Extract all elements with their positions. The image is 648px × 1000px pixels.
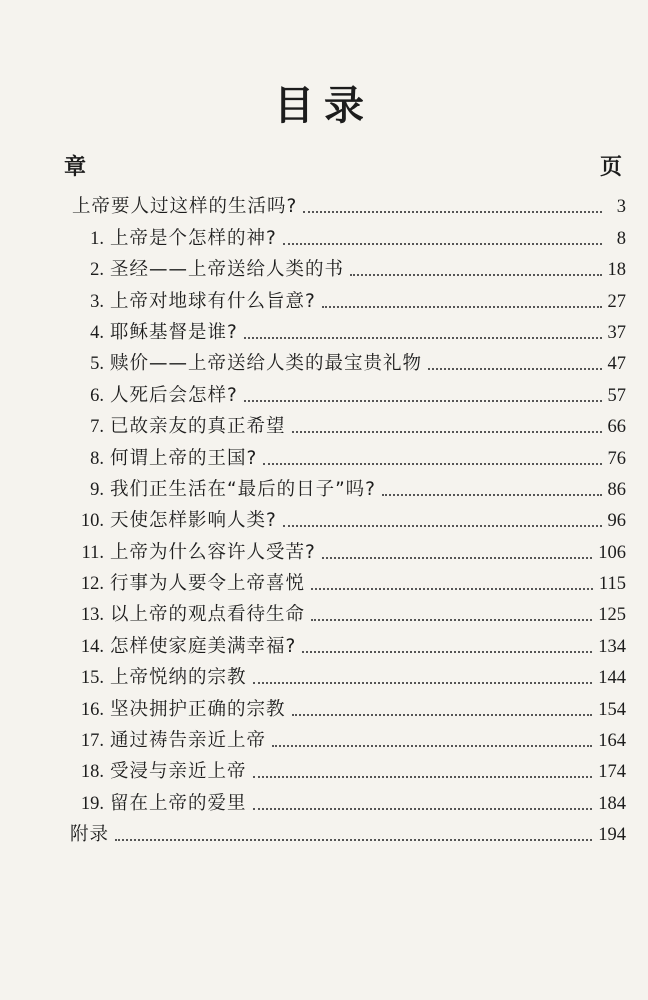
dot-leader: [115, 839, 592, 841]
toc-entry-page: 76: [607, 448, 626, 469]
toc-entry: [64, 816, 626, 847]
toc-entry: [64, 596, 626, 627]
toc-entry: [64, 753, 626, 784]
page-column-header: 页: [599, 155, 622, 180]
chapter-column-header: 章: [64, 155, 87, 180]
toc-entry-number: 9.: [90, 479, 104, 500]
toc-entry-page: 86: [607, 479, 626, 500]
toc-entry-number: 7.: [90, 417, 104, 438]
toc-entry-page: 174: [598, 762, 626, 783]
toc-entry: [64, 627, 626, 658]
page-title: 目录: [274, 83, 374, 129]
dot-leader: [283, 243, 602, 245]
toc-entry-number: 17.: [80, 731, 104, 752]
toc-entry-number: 19.: [80, 793, 104, 814]
dot-leader: [302, 651, 592, 653]
toc-entry-title: 坚决拥护正确的宗教: [110, 698, 286, 720]
dot-leader: [244, 400, 602, 402]
toc-entry-number: 18.: [80, 762, 104, 783]
toc-entry-page: 106: [598, 542, 626, 563]
toc-entry-title: 附录: [70, 824, 110, 846]
dot-leader: [292, 714, 593, 716]
toc-entry-page: 47: [607, 354, 626, 375]
toc-entry-title: 圣经——上帝送给人类的书: [110, 259, 345, 281]
toc-entry: [64, 219, 626, 250]
toc-entry: [64, 408, 626, 439]
toc-entry-number: 1.: [90, 228, 104, 249]
toc-entry: [64, 471, 626, 502]
toc-entry-number: 11.: [81, 542, 104, 563]
toc-entry-page: 134: [598, 636, 626, 657]
dot-leader: [311, 619, 592, 621]
toc-entry: [64, 282, 626, 313]
toc-entry: [64, 376, 626, 407]
dot-leader: [311, 588, 593, 590]
toc-entry-title: 怎样使家庭美满幸福?: [110, 635, 297, 657]
toc-entry-number: 12.: [80, 574, 104, 595]
toc-entry: [64, 565, 626, 596]
toc-entry-number: 14.: [80, 636, 104, 657]
dot-leader: [253, 808, 593, 810]
dot-leader: [283, 525, 602, 527]
toc-entry-page: 57: [607, 385, 626, 406]
toc-entry-page: 125: [598, 605, 626, 626]
dot-leader: [244, 337, 602, 339]
toc-entry-number: 16.: [80, 699, 104, 720]
dot-leader: [292, 431, 602, 433]
toc-entry-page: 144: [598, 668, 626, 689]
toc-entry-title: 行事为人要令上帝喜悦: [110, 573, 306, 595]
toc-entry-number: 15.: [80, 668, 104, 689]
toc-entry: [64, 659, 626, 690]
toc-entry-number: 2.: [90, 260, 104, 281]
dot-leader: [253, 776, 593, 778]
toc-entry: [64, 784, 626, 815]
toc-entry-number: 4.: [90, 322, 104, 343]
toc-entry-page: 8: [616, 228, 626, 249]
toc-entry-title: 我们正生活在“最后的日子”吗?: [110, 478, 376, 500]
dot-leader: [322, 306, 602, 308]
toc-entry-number: 8.: [90, 448, 104, 469]
toc-entry-title: 天使怎样影响人类?: [110, 510, 277, 532]
toc-entry-page: 115: [598, 574, 626, 595]
toc-entry-title: 上帝悦纳的宗教: [110, 667, 247, 689]
toc-entry: [64, 533, 626, 564]
toc-entry-title: 通过祷告亲近上帝: [110, 730, 267, 752]
toc-entry-page: 18: [607, 260, 626, 281]
toc-entry-page: 184: [598, 793, 626, 814]
toc-entry-title: 留在上帝的爱里: [110, 792, 247, 814]
toc-entry-title: 上帝为什么容许人受苦?: [110, 541, 316, 563]
dot-leader: [428, 368, 601, 370]
toc-entry: [64, 314, 626, 345]
toc-entry-title: 以上帝的观点看待生命: [110, 604, 306, 626]
toc-entry-page: 96: [607, 511, 626, 532]
toc-entry: [64, 345, 626, 376]
toc-entry-number: 5.: [90, 354, 104, 375]
dot-leader: [272, 745, 592, 747]
toc-entry-page: 164: [598, 731, 626, 752]
toc-entry-number: 10.: [80, 511, 104, 532]
dot-leader: [253, 682, 593, 684]
toc-entry-title: 已故亲友的真正希望: [110, 416, 286, 438]
toc-entry-title: 上帝要人过这样的生活吗?: [72, 196, 298, 218]
toc-entry: [64, 502, 626, 533]
toc-entry-number: 13.: [80, 605, 104, 626]
toc-entry: [64, 690, 626, 721]
toc-entry-number: 6.: [90, 385, 104, 406]
toc-entry-title: 何谓上帝的王国?: [110, 447, 258, 469]
toc-entry: [64, 188, 626, 219]
toc-entry-page: 3: [616, 197, 626, 218]
toc-entry: [64, 439, 626, 470]
dot-leader: [263, 463, 601, 465]
dot-leader: [322, 557, 592, 559]
toc-entry-page: 154: [598, 699, 626, 720]
toc-entry-title: 受浸与亲近上帝: [110, 761, 247, 783]
toc-entry-page: 37: [607, 322, 626, 343]
toc-entry-title: 赎价——上帝送给人类的最宝贵礼物: [110, 353, 423, 375]
toc-entry-title: 上帝是个怎样的神?: [110, 227, 277, 249]
toc-entry: [64, 722, 626, 753]
toc-entry-page: 66: [607, 417, 626, 438]
toc-entry-title: 人死后会怎样?: [110, 384, 238, 406]
dot-leader: [303, 211, 602, 213]
toc-entry-page: 27: [607, 291, 626, 312]
dot-leader: [350, 274, 601, 276]
toc-entry-number: 3.: [90, 291, 104, 312]
toc-entry-title: 耶稣基督是谁?: [110, 321, 238, 343]
table-of-contents: [64, 188, 626, 847]
toc-entry-page: 194: [598, 825, 626, 846]
toc-entry: [64, 251, 626, 282]
toc-entry-title: 上帝对地球有什么旨意?: [110, 290, 316, 312]
dot-leader: [382, 494, 602, 496]
